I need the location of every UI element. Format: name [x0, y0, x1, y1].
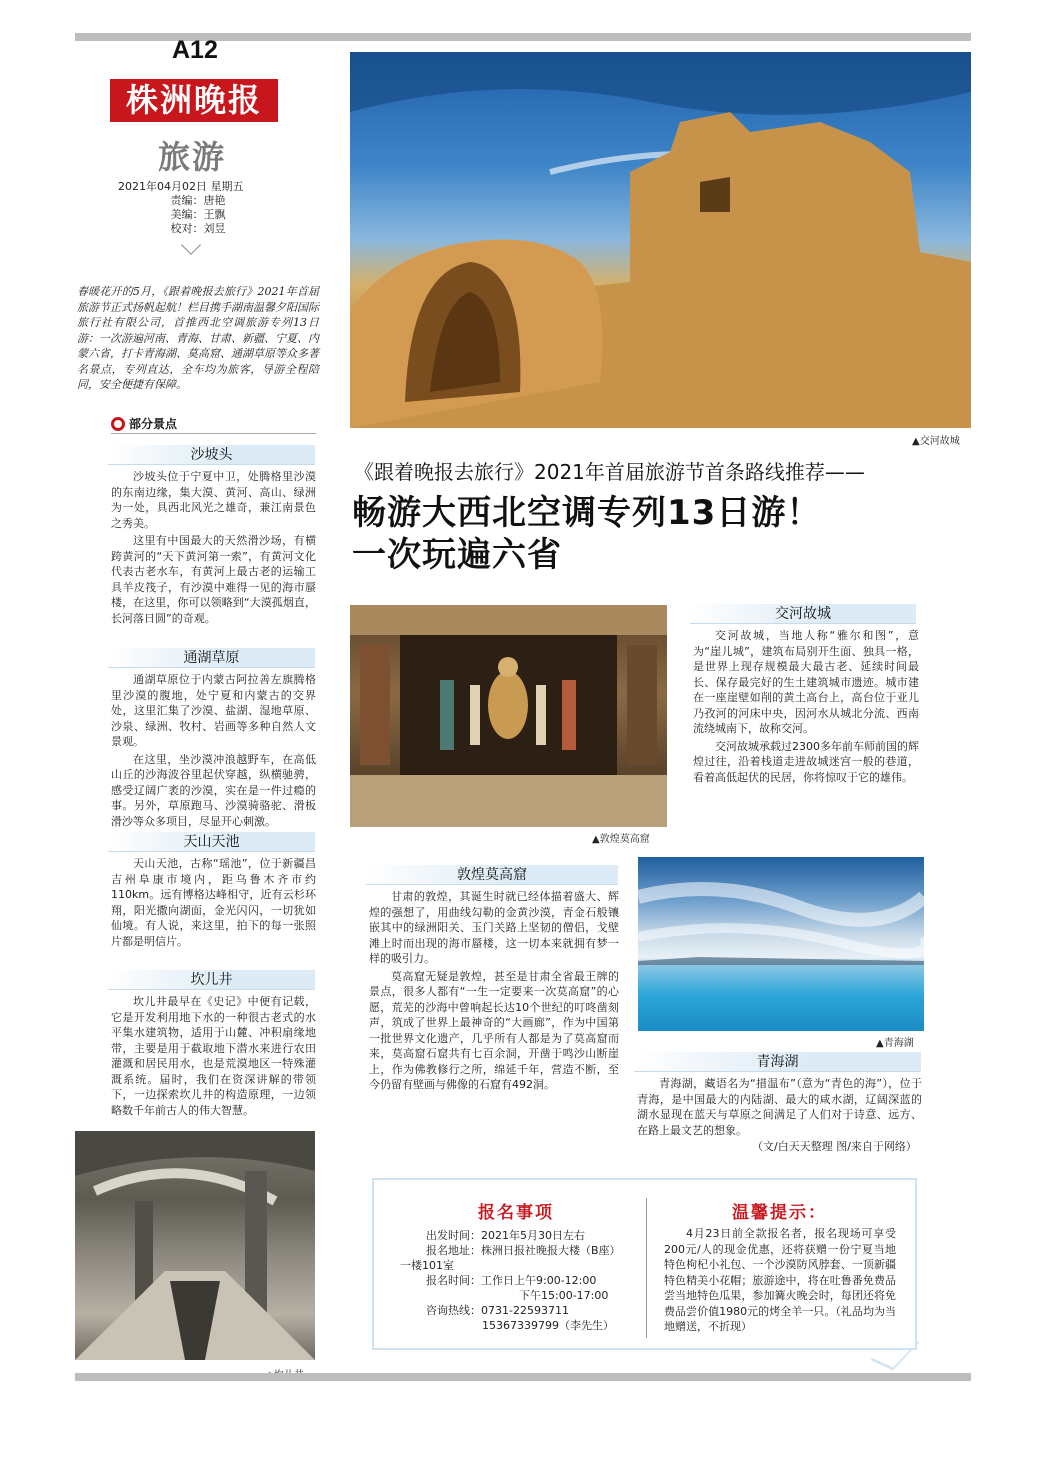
- spot-text-karez: [111, 994, 316, 1120]
- signup-title: 报名事项: [478, 1203, 554, 1223]
- spots-label-text: 部分景点: [129, 417, 178, 431]
- section-text-jiaohe: [693, 628, 919, 787]
- spot-text-shapotou: [111, 469, 316, 628]
- credit-line: （文/白天天整理 图/来自于网络）: [752, 1140, 917, 1153]
- paragraph: 天山天池，古称“瑶池”，位于新疆昌吉州阜康市境内，距乌鲁木齐市约110km。远有博格达峰相守，近有云杉环翔，阳光撒向湖面，金光闪闪，一切犹如仙境。有人说，来这里，拍下的每一张照片都是明信片。: [111, 857, 316, 948]
- qinghai-caption: ▲青海湖: [876, 1038, 914, 1049]
- paragraph: 坎儿井最早在《史记》中便有记载，它是开发利用地下水的一种很古老式的水平集水建筑物，适用于山麓、冲积扇缘地带，主要是用于截取地下潜水来进行农田灌溉和居民用水，也是荒漠地区一特殊灌溉系统。届时，我们在资深讲解的带领下，一边探索坎儿井的构造原理，一边领略数千年前古人的伟大智慧。: [111, 995, 316, 1117]
- chevron-down-icon: [181, 235, 201, 255]
- page-number: A12: [172, 36, 218, 64]
- signup-line: 出发时间：2021年5月30日左右: [426, 1229, 585, 1242]
- designer: 美编：王飘: [170, 208, 226, 221]
- paragraph: 甘肃的敦煌，其诞生时就已经体描着盛大、辉煌的强想了，用曲线勾勒的金黄沙漠，青金石般镶嵌其中的绿洲阳关、玉门关路上坚韧的僧侣，戈壁滩上时而出现的海市蜃楼，这一切本来就拥有梦一样的吸引力。: [369, 890, 619, 965]
- signup-line: 下午15:00-17:00: [519, 1289, 609, 1302]
- divider: [111, 433, 316, 434]
- issue-meta: [118, 180, 278, 236]
- section-title-dunhuang: 敦煌莫高窟: [366, 865, 618, 885]
- paragraph: 这里有中国最大的天然滑沙场，有横跨黄河的“天下黄河第一索”，有黄河文化代表古老水车，有黄河上最古老的运输工具羊皮筏子，有沙漠中难得一见的海市蜃楼，在这里，你可以领略到“大漠孤烟直，长河落日圆”的奇观。: [111, 534, 316, 625]
- bottom-rule: [75, 1373, 971, 1381]
- paragraph: 通湖草原位于内蒙古阿拉善左旗腾格里沙漠的腹地，处宁夏和内蒙古的交界处，这里汇集了沙漠、盐湖、湿地草原、沙泉、绿洲、牧村、岩画等多种自然人文景观。: [111, 673, 316, 748]
- section-title-jiaohe: 交河故城: [690, 604, 916, 624]
- jiaohe-illustration: [350, 52, 971, 428]
- section-text-dunhuang: [369, 889, 619, 1095]
- spot-title-shapotou: 沙坡头: [108, 445, 315, 465]
- mogao-photo: [350, 605, 667, 827]
- mogao-illustration: [350, 605, 667, 827]
- headline-kicker: 《跟着晚报去旅行》2021年首届旅游节首条路线推荐——: [354, 460, 865, 484]
- paragraph: 在这里，坐沙漠冲浪越野车，在高低山丘的沙海波谷里起伏穿越，纵横驰骋，感受辽阔广袤的沙漠，实在是一件过瘾的事。另外，草原跑马、沙漠骑骆驼、滑板滑沙等众多项目，尽显开心刺激。: [111, 752, 316, 828]
- jiaohe-caption: ▲交河故城: [912, 436, 960, 447]
- section-title: 旅游: [158, 138, 227, 176]
- headline-line-1: 畅游大西北空调专列13日游！: [352, 493, 822, 533]
- headline: [352, 492, 821, 576]
- bullet-icon: [111, 417, 125, 431]
- signup-details: [400, 1228, 621, 1333]
- mogao-caption: ▲敦煌莫高窟: [592, 834, 650, 845]
- newspaper-logo: 株洲晚报: [110, 79, 278, 122]
- proofreader: 校对：刘昱: [170, 222, 226, 235]
- intro-paragraph: 春暖花开的5月，《跟着晚报去旅行》2021年首届旅游节正式扬帆起航！栏目携手湖南温馨夕阳国际旅行社有限公司，首推西北空调旅游专列13日游：一次游遍河南、青海、甘肃、新疆、宁夏、内蒙六省，打卡青海湖、莫高窟、通湖草原等众多著名景点，专列直达，全车均为旅客，导游全程陪同，安全便捷有保障。: [77, 285, 319, 391]
- jiaohe-photo: [350, 52, 971, 428]
- info-box-divider: [646, 1198, 647, 1338]
- signup-line: 15367339799（李先生）: [482, 1319, 614, 1332]
- issue-date: 2021年04月02日 星期五: [118, 180, 244, 193]
- section-text-qinghai: [637, 1076, 922, 1140]
- tips-title: 温馨提示：: [732, 1203, 827, 1223]
- spot-text-tonghu: [111, 672, 316, 831]
- section-title-qinghai: 青海湖: [634, 1052, 921, 1072]
- paragraph: 青海湖，藏语名为“措温布”（意为“青色的海”），位于青海，是中国最大的内陆湖、最大的咸水湖，辽阔深蓝的湖水显现在蓝天与草原之间满足了人们对于诗意、远方、在路上最文艺的想象。: [637, 1077, 922, 1137]
- paragraph: 莫高窟无疑是敦煌，甚至是甘肃全省最王牌的景点，很多人都有“一生一定要来一次莫高窟”的心愿，荒芜的沙海中曾响起长达10个世纪的叮咚凿刻声，筑成了世界上最神奇的“大画廊”，作为中国第一批世界文化遗产，几乎所有人都是为了莫高窟而来，莫高窟石窟共有七百余洞，开凿于鸣沙山断崖上，作为佛教修行之所，绵延千年，营造不断，至今仍留有壁画与佛像的石窟有492洞。: [369, 969, 619, 1091]
- spot-title-karez: 坎儿井: [108, 970, 315, 990]
- headline-line-2: 一次玩遍六省: [352, 535, 562, 575]
- paragraph: 交河故城承载过2300多年前车师前国的辉煌过往，沿着栈道走进故城迷宫一般的巷道，看着高低起伏的民居，你将惊叹于它的雄伟。: [693, 739, 919, 784]
- qinghai-photo: [638, 857, 924, 1031]
- signup-line: 报名时间：工作日上午9:00-12:00: [426, 1274, 597, 1287]
- paragraph: 交河故城，当地人称“雅尔和图”，意为“崖儿城”，建筑布局别开生面、独具一格，是世界上现存规模最大最古老、延续时间最长、保存最完好的生土建筑城市遗迹。城市建在一座崖壁如削的黄土高台上，高台位于亚儿乃孜河的河床中央，因河水从城北分流、西南流绕城南下，故称交河。: [693, 629, 919, 735]
- spots-label: [111, 415, 177, 432]
- spot-title-tianchi: 天山天池: [108, 832, 315, 852]
- tips-text: 4月23日前全款报名者，报名现场可享受200元/人的现金优惠，还将获赠一份宁夏当地特色枸杞小礼包、一个沙漠防风脖套、一顶新疆特色精美小花帽；旅游途中，将在吐鲁番免费品尝当地特色瓜果，参加篝火晚会时，每团还将免费品尝价值1980元的烤全羊一只。（礼品均为当地赠送，不折现）: [664, 1227, 896, 1333]
- editor: 责编：唐艳: [170, 194, 226, 207]
- paragraph: 沙坡头位于宁夏中卫，处腾格里沙漠的东南边缘，集大漠、黄河、高山、绿洲为一处，具西北风光之雄奇，兼江南景色之秀美。: [111, 470, 316, 530]
- signup-line: 咨询热线：0731-22593711: [426, 1304, 569, 1317]
- karez-photo: [75, 1131, 315, 1360]
- spot-text-tianchi: [111, 856, 316, 951]
- karez-illustration: [75, 1131, 315, 1360]
- qinghai-illustration: [638, 857, 924, 1031]
- spot-title-tonghu: 通湖草原: [108, 648, 315, 668]
- signup-line: 一楼101室: [400, 1259, 454, 1272]
- signup-line: 报名地址：株洲日报社晚报大楼（B座）: [426, 1244, 621, 1257]
